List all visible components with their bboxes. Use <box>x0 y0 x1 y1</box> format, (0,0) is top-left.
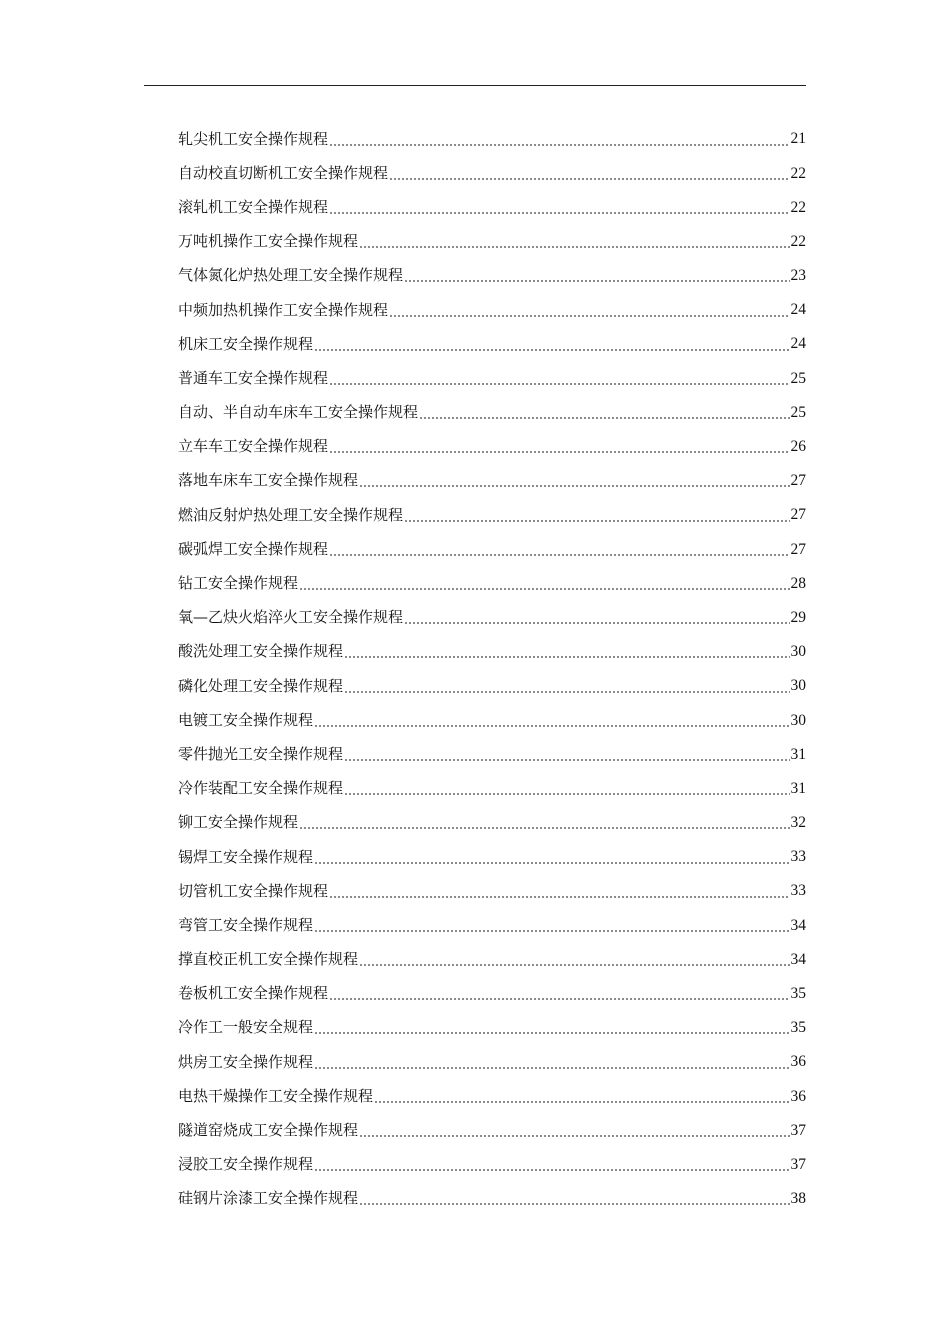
toc-entry[interactable] <box>178 1045 806 1079</box>
table-of-contents <box>178 122 806 1216</box>
toc-entry[interactable] <box>178 190 806 224</box>
toc-entry-page-number: 24 <box>790 335 806 353</box>
toc-entry-title: 钻工安全操作规程 <box>178 574 299 593</box>
toc-entry[interactable] <box>178 498 806 532</box>
toc-entry[interactable] <box>178 259 806 293</box>
toc-entry-page-number: 34 <box>790 950 806 968</box>
toc-entry-title: 浸胶工安全操作规程 <box>178 1155 314 1174</box>
toc-entry-title: 电镀工安全操作规程 <box>178 710 314 729</box>
toc-dot-leader <box>329 439 789 454</box>
toc-entry[interactable] <box>178 361 806 395</box>
toc-dot-leader <box>389 166 789 181</box>
toc-dot-leader <box>404 508 789 523</box>
toc-dot-leader <box>404 610 789 625</box>
toc-entry[interactable] <box>178 601 806 635</box>
toc-entry-page-number: 27 <box>790 472 806 490</box>
toc-entry-page-number: 33 <box>790 848 806 866</box>
toc-entry-title: 铆工安全操作规程 <box>178 813 299 832</box>
toc-dot-leader <box>344 644 789 659</box>
toc-entry-title: 锡焊工安全操作规程 <box>178 847 314 866</box>
toc-entry-page-number: 30 <box>790 677 806 695</box>
toc-entry[interactable] <box>178 566 806 600</box>
toc-dot-leader <box>359 473 789 488</box>
toc-entry-title: 轧尖机工安全操作规程 <box>178 129 329 148</box>
toc-dot-leader <box>329 132 789 147</box>
toc-entry-title: 切管机工安全操作规程 <box>178 881 329 900</box>
toc-entry[interactable] <box>178 669 806 703</box>
toc-dot-leader <box>359 234 789 249</box>
toc-dot-leader <box>419 405 789 420</box>
toc-dot-leader <box>374 1089 789 1104</box>
toc-entry[interactable] <box>178 703 806 737</box>
toc-dot-leader <box>329 986 789 1001</box>
toc-dot-leader <box>314 713 789 728</box>
toc-entry[interactable] <box>178 532 806 566</box>
toc-entry-title: 隧道窑烧成工安全操作规程 <box>178 1121 359 1140</box>
toc-entry-page-number: 35 <box>790 985 806 1003</box>
toc-entry[interactable] <box>178 1113 806 1147</box>
toc-dot-leader <box>314 850 789 865</box>
toc-entry-page-number: 30 <box>790 643 806 661</box>
toc-entry-title: 氧—乙炔火焰淬火工安全操作规程 <box>178 608 404 627</box>
toc-entry[interactable] <box>178 122 806 156</box>
toc-entry[interactable] <box>178 156 806 190</box>
toc-entry-title: 自动、半自动车床车工安全操作规程 <box>178 403 419 422</box>
toc-dot-leader <box>314 337 789 352</box>
toc-entry[interactable] <box>178 943 806 977</box>
toc-entry-page-number: 32 <box>790 814 806 832</box>
toc-entry[interactable] <box>178 737 806 771</box>
toc-entry-page-number: 36 <box>790 1053 806 1071</box>
toc-dot-leader <box>359 1191 789 1206</box>
toc-entry[interactable] <box>178 327 806 361</box>
toc-dot-leader <box>359 1123 789 1138</box>
toc-entry-page-number: 38 <box>790 1190 806 1208</box>
toc-dot-leader <box>329 200 789 215</box>
toc-entry-title: 撑直校正机工安全操作规程 <box>178 950 359 969</box>
toc-entry-page-number: 25 <box>790 403 806 421</box>
toc-entry-page-number: 31 <box>790 779 806 797</box>
toc-entry-title: 自动校直切断机工安全操作规程 <box>178 163 389 182</box>
toc-entry[interactable] <box>178 840 806 874</box>
toc-entry[interactable] <box>178 1148 806 1182</box>
toc-entry-page-number: 33 <box>790 882 806 900</box>
header-rule <box>144 85 806 86</box>
toc-entry-page-number: 34 <box>790 916 806 934</box>
toc-entry-page-number: 23 <box>790 267 806 285</box>
toc-entry-page-number: 26 <box>790 438 806 456</box>
toc-entry[interactable] <box>178 806 806 840</box>
toc-entry[interactable] <box>178 464 806 498</box>
toc-entry-page-number: 27 <box>790 506 806 524</box>
toc-entry-title: 酸洗处理工安全操作规程 <box>178 642 344 661</box>
toc-dot-leader <box>359 952 789 967</box>
toc-dot-leader <box>404 268 789 283</box>
toc-entry-title: 机床工安全操作规程 <box>178 334 314 353</box>
toc-entry-title: 落地车床车工安全操作规程 <box>178 471 359 490</box>
toc-entry-title: 气体氮化炉热处理工安全操作规程 <box>178 266 404 285</box>
toc-entry[interactable] <box>178 293 806 327</box>
toc-entry-title: 磷化处理工安全操作规程 <box>178 676 344 695</box>
toc-entry-title: 电热干燥操作工安全操作规程 <box>178 1086 374 1105</box>
toc-entry[interactable] <box>178 772 806 806</box>
toc-entry-page-number: 35 <box>790 1019 806 1037</box>
toc-entry-page-number: 36 <box>790 1087 806 1105</box>
toc-entry-title: 弯管工安全操作规程 <box>178 915 314 934</box>
toc-dot-leader <box>314 918 789 933</box>
toc-entry-title: 滚轧机工安全操作规程 <box>178 197 329 216</box>
toc-dot-leader <box>344 781 789 796</box>
toc-entry-title: 零件抛光工安全操作规程 <box>178 744 344 763</box>
toc-dot-leader <box>344 679 789 694</box>
toc-entry-page-number: 22 <box>790 232 806 250</box>
toc-entry[interactable] <box>178 430 806 464</box>
toc-entry-page-number: 30 <box>790 711 806 729</box>
toc-entry-page-number: 31 <box>790 745 806 763</box>
toc-entry[interactable] <box>178 1079 806 1113</box>
toc-dot-leader <box>329 371 789 386</box>
toc-entry-page-number: 37 <box>790 1121 806 1139</box>
toc-entry-title: 燃油反射炉热处理工安全操作规程 <box>178 505 404 524</box>
toc-entry-page-number: 28 <box>790 574 806 592</box>
toc-entry-page-number: 22 <box>790 164 806 182</box>
toc-entry-page-number: 24 <box>790 301 806 319</box>
toc-dot-leader <box>314 1020 789 1035</box>
toc-entry-page-number: 27 <box>790 540 806 558</box>
toc-dot-leader <box>299 576 789 591</box>
toc-entry-title: 卷板机工安全操作规程 <box>178 984 329 1003</box>
toc-entry-title: 碳弧焊工安全操作规程 <box>178 539 329 558</box>
toc-entry[interactable] <box>178 874 806 908</box>
toc-entry-title: 普通车工安全操作规程 <box>178 368 329 387</box>
toc-entry-page-number: 37 <box>790 1155 806 1173</box>
toc-dot-leader <box>344 747 789 762</box>
toc-entry-title: 万吨机操作工安全操作规程 <box>178 232 359 251</box>
toc-entry[interactable] <box>178 908 806 942</box>
toc-entry-title: 冷作工一般安全规程 <box>178 1018 314 1037</box>
toc-entry-title: 立车车工安全操作规程 <box>178 437 329 456</box>
toc-dot-leader <box>329 884 789 899</box>
toc-entry-title: 中频加热机操作工安全操作规程 <box>178 300 389 319</box>
toc-entry[interactable] <box>178 396 806 430</box>
toc-dot-leader <box>314 1157 789 1172</box>
toc-entry-title: 硅钢片涂漆工安全操作规程 <box>178 1189 359 1208</box>
toc-entry-page-number: 29 <box>790 608 806 626</box>
toc-entry[interactable] <box>178 1182 806 1216</box>
toc-entry-page-number: 22 <box>790 198 806 216</box>
toc-dot-leader <box>329 542 789 557</box>
toc-entry[interactable] <box>178 1011 806 1045</box>
toc-entry-page-number: 21 <box>790 130 806 148</box>
toc-dot-leader <box>389 303 789 318</box>
toc-entry-title: 烘房工安全操作规程 <box>178 1052 314 1071</box>
toc-entry-page-number: 25 <box>790 369 806 387</box>
toc-entry-title: 冷作装配工安全操作规程 <box>178 779 344 798</box>
toc-dot-leader <box>299 815 789 830</box>
toc-entry[interactable] <box>178 977 806 1011</box>
toc-dot-leader <box>314 1055 789 1070</box>
toc-entry[interactable] <box>178 635 806 669</box>
toc-entry[interactable] <box>178 225 806 259</box>
